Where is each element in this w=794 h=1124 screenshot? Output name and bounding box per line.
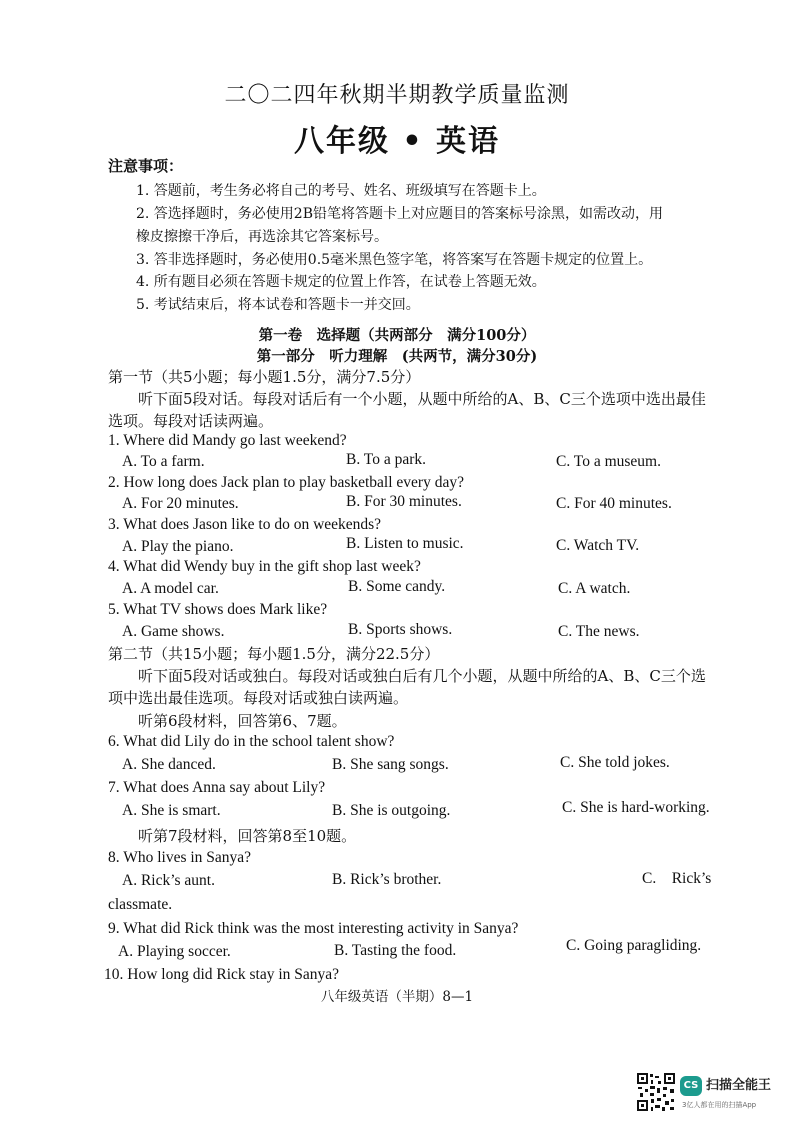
option-b: B. Sports shows. xyxy=(348,621,453,638)
option-a: A. A model car. xyxy=(122,580,219,597)
paper-heading: 第一卷 选择题（共两部分 满分100分） xyxy=(258,327,536,344)
option-a: A. Game shows. xyxy=(122,623,225,640)
option-c: C. She told jokes. xyxy=(560,754,670,771)
watermark-brand: 扫描全能王 xyxy=(706,1078,772,1093)
question: 4. What did Wendy buy in the gift shop last week? xyxy=(108,558,421,575)
option-b: B. For 30 minutes. xyxy=(346,493,462,510)
option-c: C. A watch. xyxy=(558,580,631,597)
question: 2. How long does Jack plan to play basketball every day? xyxy=(108,474,464,491)
question: 10. How long did Rick stay in Sanya? xyxy=(104,966,340,983)
notice-heading: 注意事项： xyxy=(108,157,184,175)
option-c: C. Rick’s xyxy=(642,870,712,887)
option-a: A. To a farm. xyxy=(122,453,205,470)
part-heading: 第一部分 听力理解 (共两节，满分30分) xyxy=(256,348,538,365)
notice-item: 2. 答选择题时，务必使用2B铅笔将答题卡上对应题目的答案标号涂黑，如需改动，用 xyxy=(136,206,664,222)
question: 8. Who lives in Sanya? xyxy=(108,849,252,866)
section-instruction: 听下面5段对话或独白。每段对话或独白后有几个小题，从题中所给的A、B、C三个选 xyxy=(138,667,706,685)
question: 6. What did Lily do in the school talent show? xyxy=(108,733,395,750)
section-instruction: 听下面5段对话。每段对话后有一个小题，从题中所给的A、B、C三个选项中选出最佳 xyxy=(138,390,706,408)
question: 9. What did Rick think was the most interesting activity in Sanya? xyxy=(108,920,519,937)
option-c: C. The news. xyxy=(558,623,640,640)
qr-code-icon xyxy=(636,1072,676,1112)
option-b: B. Listen to music. xyxy=(346,535,464,552)
option-c: C. To a museum. xyxy=(556,453,661,470)
question: 7. What does Anna say about Lily? xyxy=(108,779,326,796)
option-a: A. Play the piano. xyxy=(122,538,234,555)
option-c-continuation: classmate. xyxy=(108,896,173,913)
option-a: A. For 20 minutes. xyxy=(122,495,239,512)
option-c: C. For 40 minutes. xyxy=(556,495,672,512)
exam-title: 二〇二四年秋期半期教学质量监测 xyxy=(224,83,570,108)
option-b: B. She sang songs. xyxy=(332,756,449,773)
question: 5. What TV shows does Mark like? xyxy=(108,601,328,618)
notice-item: 橡皮擦擦干净后，再选涂其它答案标号。 xyxy=(136,229,388,245)
option-c: C. Going paragliding. xyxy=(566,937,702,954)
option-b: B. Rick’s brother. xyxy=(332,871,442,888)
question: 1. Where did Mandy go last weekend? xyxy=(108,432,347,449)
option-b: B. Some candy. xyxy=(348,578,446,595)
material-note: 听第7段材料，回答第8至10题。 xyxy=(138,827,357,845)
notice-item: 3. 答非选择题时，务必使用0.5毫米黑色签字笔，将答案写在答题卡规定的位置上。 xyxy=(136,252,653,268)
page-footer: 八年级英语（半期）8—1 xyxy=(320,989,474,1005)
material-note: 听第6段材料，回答第6、7题。 xyxy=(138,712,347,730)
option-a: A. She is smart. xyxy=(122,802,221,819)
notice-item: 1. 答题前，考生务必将自己的考号、姓名、班级填写在答题卡上。 xyxy=(136,183,546,199)
section-heading: 第二节（共15小题；每小题1.5分，满分22.5分） xyxy=(108,645,440,663)
watermark-tagline: 3亿人都在用的扫描App xyxy=(682,1101,757,1109)
option-b: B. To a park. xyxy=(346,451,426,468)
scanner-watermark xyxy=(636,1072,786,1116)
option-a: A. Rick’s aunt. xyxy=(122,872,215,889)
section-heading: 第一节（共5小题；每小题1.5分，满分7.5分） xyxy=(108,368,421,386)
option-b: B. She is outgoing. xyxy=(332,802,451,819)
option-a: A. She danced. xyxy=(122,756,216,773)
option-a: A. Playing soccer. xyxy=(118,943,231,960)
camscanner-logo-icon: CS xyxy=(680,1076,702,1096)
notice-item: 5. 考试结束后，将本试卷和答题卡一并交回。 xyxy=(136,297,420,313)
section-instruction: 项中选出最佳选项。每段对话或独白读两遍。 xyxy=(108,689,409,707)
option-c: C. She is hard-working. xyxy=(562,799,710,816)
option-b: B. Tasting the food. xyxy=(334,942,457,959)
notice-item: 4. 所有题目必须在答题卡规定的位置上作答，在试卷上答题无效。 xyxy=(136,274,546,290)
question: 3. What does Jason like to do on weekends? xyxy=(108,516,382,533)
option-c: C. Watch TV. xyxy=(556,537,640,554)
section-instruction: 选项。每段对话读两遍。 xyxy=(108,412,274,430)
exam-subject: 八年级 • 英语 xyxy=(293,124,501,159)
